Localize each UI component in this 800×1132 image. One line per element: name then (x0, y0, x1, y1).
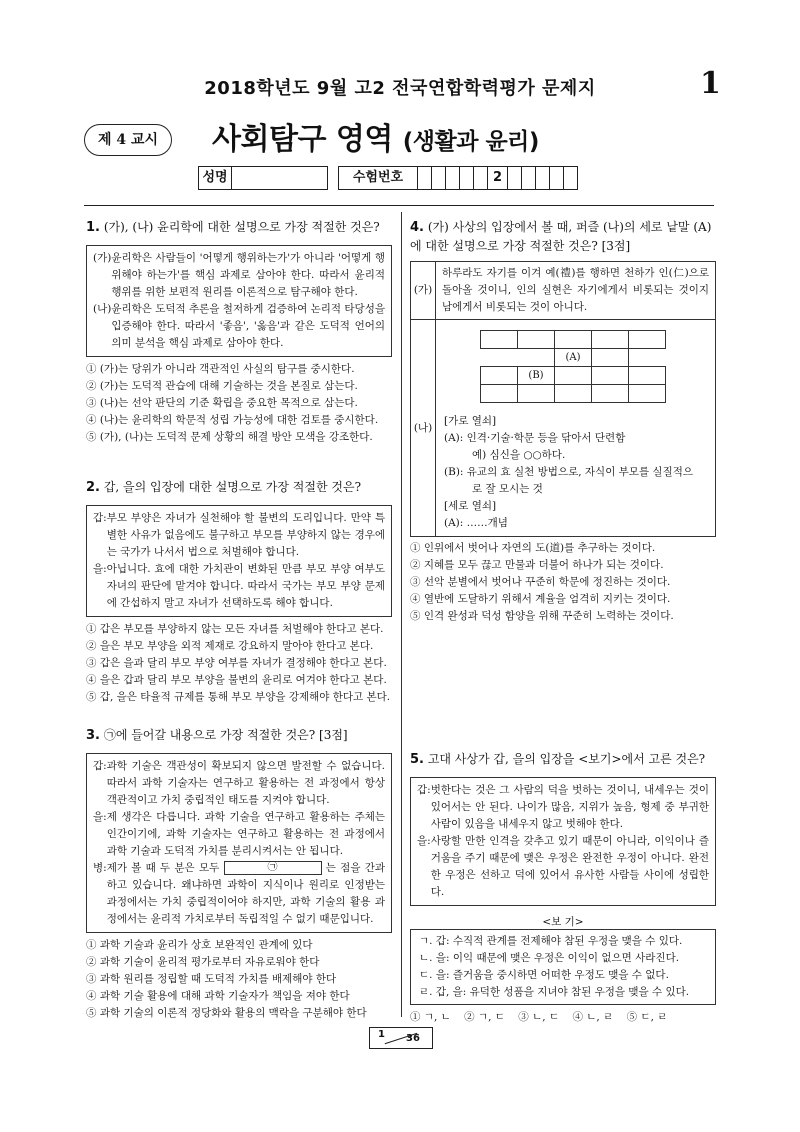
choice-3[interactable]: ③ 갑은 을과 달리 부모 부양 여부를 자녀가 결정해야 한다고 본다. (86, 657, 387, 669)
question-number: 4. (410, 220, 424, 235)
exam-number-box[interactable] (550, 166, 564, 190)
passage-item: 을: 사랑할 만한 인격을 갖추고 있기 때문이 아니라, 이익이나 즐거움을 주기 때문에 맺은 우정은 완전한 우정이 아니다. 완전한 우정은 선하고 덕에 있어서 유사한 사람들 사이에 성립한다. (417, 835, 709, 898)
exam-title: 2018학년도 9월 고2 전국연합학력평가 문제지 (204, 78, 596, 99)
total-pages: 36 (406, 1033, 420, 1044)
passage-item: 갑: 과학 기술은 객관성이 확보되지 않으면 발전할 수 없습니다. 따라서 과학 기술자는 연구하고 활용하는 전 과정에서 항상 객관적이고 가치 중립적인 태도를 지켜야 합니다. (93, 760, 385, 806)
grid-cell (629, 367, 666, 385)
passage-box (86, 245, 392, 357)
question-number: 5. (410, 752, 424, 767)
choice-1[interactable]: ① 갑은 부모를 부양하지 않는 모든 자녀를 처벌해야 한다고 본다. (86, 623, 384, 635)
question-3 (86, 726, 392, 1022)
bogi-item: ㄷ. 을: 즐거움을 중시하면 어떠한 우정도 맺을 수 없다. (419, 969, 669, 981)
passage-ga: (가) 하루라도 자기를 이겨 예(禮)를 행하면 천하가 인(仁)으로 돌아올 것이니, 인의 실현은 자기에게서 비롯되는 것이지 남에게서 비롯되는 것이 아니다. (411, 262, 715, 320)
choice-5[interactable]: ⑤ (가), (나)는 도덕적 문제 상황의 해결 방안 모색을 강조한다. (86, 431, 373, 443)
name-label: 성명 (198, 166, 232, 190)
choice-2[interactable]: ② 을은 부모 부양을 외적 제재로 강요하지 말아야 한다고 본다. (86, 640, 374, 652)
choice-3[interactable]: ③ 과학 원리를 정립할 때 도덕적 가치를 배제해야 한다 (86, 973, 337, 985)
name-field[interactable] (232, 166, 328, 190)
choice-4[interactable]: ④ 을은 갑과 달리 부모 부양을 불변의 윤리로 여겨야 한다고 본다. (86, 674, 387, 686)
grid-cell (481, 385, 518, 403)
page-number: 1 (700, 66, 721, 101)
choice-2[interactable]: ② (가)는 도덕적 관습에 대해 기술하는 것을 본질로 삼는다. (86, 380, 358, 392)
choice-2[interactable]: ② 과학 기술이 윤리적 평가로부터 자유로워야 한다 (86, 956, 320, 968)
crossword-clues: [가로 열쇠] (A): 인격·기술·학문 등을 닦아서 단련함 예) 심신을 ○○하다. (B): 유교의 효 실천 방법으로, 자식이 부모를 실질적으 로 잘 모시는 것 [세로 열쇠] (A): ……개념 (444, 415, 694, 529)
grid-cell (592, 385, 629, 403)
subject-sub: (생활과 윤리) (402, 129, 539, 155)
subject-main: 사회탐구 영역 (212, 122, 393, 157)
choice-4[interactable]: ④ (나)는 윤리학의 학문적 성립 가능성에 대한 검토를 중시한다. (86, 414, 379, 426)
choice-1[interactable]: ① (가)는 당위가 아니라 객관적인 사실의 탐구를 중시한다. (86, 363, 355, 375)
bogi-item: ㄱ. 갑: 수직적 관계를 전제해야 참된 우정을 맺을 수 있다. (419, 935, 683, 947)
bogi-item: ㄴ. 을: 이익 때문에 맺은 우정은 이익이 없으면 사라진다. (419, 952, 680, 964)
grid-cell (481, 367, 518, 385)
choice-2[interactable]: ② 지혜를 모두 끊고 만물과 더불어 하나가 되는 것이다. (410, 559, 664, 571)
passage-item: 갑: 부모 부양은 자녀가 실천해야 할 불변의 도리입니다. 만약 특별한 사유가 없음에도 불구하고 부모를 부양하지 않는 경우에는 국가가 나서서 법으로 처벌해야 합니다. (93, 512, 385, 558)
bogi-item: ㄹ. 갑, 을: 유덕한 성품을 지녀야 참된 우정을 맺을 수 있다. (419, 986, 690, 998)
question-number: 1. (86, 220, 100, 235)
question-stem: (가) 사상의 입장에서 볼 때, 퍼즐 (나)의 세로 낱말 (A)에 대한 설명으로 가장 적절한 것은? [3점] (410, 220, 712, 253)
grid-cell (555, 385, 592, 403)
grid-cell-b: (B) (518, 367, 555, 385)
passage-box (86, 753, 392, 933)
question-stem: 고대 사상가 갑, 을의 입장을 <보기>에서 고른 것은? (427, 752, 706, 766)
exam-number-box[interactable] (460, 166, 474, 190)
question-5 (410, 750, 716, 1026)
question-stem: ㉠에 들어갈 내용으로 가장 적절한 것은? [3점] (103, 728, 348, 742)
grid-cell (592, 367, 629, 385)
choice-4[interactable]: ④ 과학 기술 활용에 대해 과학 기술자가 책임을 져야 한다 (86, 990, 350, 1002)
subject-title (212, 114, 539, 158)
grid-cell-a: (A) (555, 349, 592, 367)
passage-item: (나) 윤리학은 도덕적 추론을 철저하게 검증하여 논리적 타당성을 입증해야 한다. 따라서 '좋음', '옳음'과 같은 도덕적 언어의 의미 분석을 핵심 과제로 삼아야 한다. (93, 303, 385, 349)
current-page: 1 (378, 1029, 385, 1040)
grid-cell (629, 331, 666, 349)
page-indicator (369, 1027, 433, 1049)
exam-number-box[interactable] (522, 166, 536, 190)
column-divider (401, 212, 402, 1017)
exam-number-fixed-digit: 2 (488, 166, 508, 190)
answer-choices (86, 937, 392, 1022)
passage-item: 을: 제 생각은 다릅니다. 과학 기술을 연구하고 활용하는 주체는 인간이기에, 과학 기술자는 연구하고 활용하는 전 과정에서 과학 기술과 도덕적 가치를 분리시켜서는 안 됩니다. (93, 811, 385, 857)
answer-choices (410, 540, 716, 625)
grid-cell (555, 331, 592, 349)
question-stem: (가), (나) 윤리학에 대한 설명으로 가장 적절한 것은? (103, 220, 380, 234)
answer-choices[interactable]: ① ㄱ, ㄴ ② ㄱ, ㄷ ③ ㄴ, ㄷ ④ ㄴ, ㄹ ⑤ ㄷ, ㄹ (410, 1011, 668, 1023)
choice-1[interactable]: ① 과학 기술과 윤리가 상호 보완적인 관계에 있다 (86, 939, 313, 951)
choice-5[interactable]: ⑤ 과학 기술의 이론적 정당화와 활용의 맥락을 구분해야 한다 (86, 1007, 367, 1019)
question-number: 2. (86, 480, 100, 495)
header-divider (84, 205, 714, 206)
passage-item: (가) 윤리학은 사람들이 '어떻게 행위하는가'가 아니라 '어떻게 행위해야 하는가'를 핵심 과제로 삼아야 한다. 따라서 윤리적 행위를 위한 보편적 원리를 이론적으로 탐구해야 한다. (93, 252, 385, 298)
choice-5[interactable]: ⑤ 갑, 을은 타율적 규제를 통해 부모 부양을 강제해야 한다고 본다. (86, 691, 391, 703)
question-stem: 갑, 을의 입장에 대한 설명으로 가장 적절한 것은? (103, 480, 362, 494)
choice-1[interactable]: ① 인위에서 벗어나 자연의 도(道)를 추구하는 것이다. (410, 542, 656, 554)
answer-choices (86, 621, 392, 706)
passage-box (410, 777, 716, 906)
grid-cell (592, 349, 629, 367)
choice-4[interactable]: ④ 열반에 도달하기 위해서 계율을 엄격히 지키는 것이다. (410, 593, 671, 605)
grid-cell (518, 331, 555, 349)
passage-box (410, 261, 716, 537)
choice-3[interactable]: ③ 선악 분별에서 벗어나 꾸준히 학문에 정진하는 것이다. (410, 576, 671, 588)
answer-blank: ㉠ (224, 861, 322, 875)
bogi-title: <보 기> (542, 916, 584, 928)
session-badge: 제 4 교시 (84, 124, 172, 156)
exam-number-box[interactable] (432, 166, 446, 190)
exam-number-label: 수험번호 (338, 166, 418, 190)
passage-na: (나) (A) (B) [가로 열쇠] (A): 인격·기술·학문 등을 닦아서 단련함 예) 심신을 ○○하다. (B): 유교의 효 실천 방법으로, 자식이 부모를 실질적으 로 잘 모시는 것 [세로 열쇠] (A): ……개념 (411, 320, 715, 536)
question-1 (86, 218, 392, 446)
question-number: 3. (86, 728, 100, 743)
exam-number-box[interactable] (536, 166, 550, 190)
choice-3[interactable]: ③ (나)는 선악 판단의 기준 확립을 중요한 목적으로 삼는다. (86, 397, 358, 409)
grid-cell (555, 367, 592, 385)
grid-cell (481, 331, 518, 349)
crossword-grid (480, 330, 666, 403)
grid-cell (592, 331, 629, 349)
choice-5[interactable]: ⑤ 인격 완성과 덕성 함양을 위해 꾸준히 노력하는 것이다. (410, 610, 674, 622)
passage-item: 갑: 벗한다는 것은 그 사람의 덕을 벗하는 것이니, 내세우는 것이 있어서는 안 된다. 나이가 많음, 지위가 높음, 형제 중 부귀한 사람이 있음을 내세우지 않고 벗해야 한다. (417, 784, 709, 830)
exam-number-box[interactable] (564, 166, 578, 190)
passage-item: 을: 아닙니다. 효에 대한 가치관이 변화된 만큼 부모 부양 여부도 자녀의 판단에 맡겨야 합니다. 따라서 국가는 부모 부양 문제에 간섭하지 말고 자녀가 선택하도록 해야 합니다. (93, 563, 385, 609)
student-id-row (198, 166, 578, 192)
bogi-box (410, 929, 716, 1005)
grid-cell (629, 385, 666, 403)
answer-choices (86, 361, 392, 446)
passage-box (86, 505, 392, 617)
exam-number-box[interactable] (418, 166, 432, 190)
exam-number-box[interactable] (446, 166, 460, 190)
exam-number-box[interactable] (508, 166, 522, 190)
passage-item: 병: 제가 볼 때 두 분은 모두 ㉠ 는 점을 간과하고 있습니다. 왜냐하면 과학이 지식이나 원리로 인정받는 과정에서는 가치 중립적이어야 하지만, 과학 기술의 활용 과정에서는 윤리적 가치로부터 독립적일 수 없기 때문입니다. (93, 862, 386, 925)
question-4 (410, 218, 716, 625)
question-2 (86, 478, 392, 706)
grid-cell (518, 385, 555, 403)
exam-number-box[interactable] (474, 166, 488, 190)
